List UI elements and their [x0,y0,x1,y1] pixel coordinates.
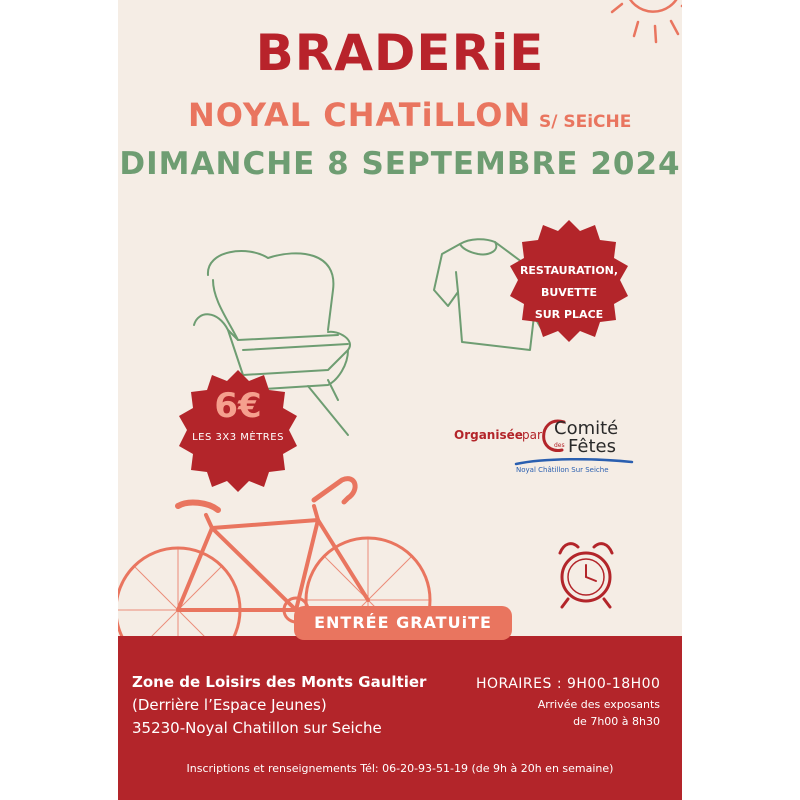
town-name: NOYAL CHATiLLON [188,96,532,134]
organised-par: par [522,428,542,442]
venue-name: Zone de Loisirs des Monts Gaultier [132,673,427,691]
exhibitors-arrival-2: de 7h00 à 8h30 [573,715,660,728]
price-detail: LES 3X3 MÈTRES [192,432,284,443]
restauration-badge [514,260,624,326]
restauration-line-2: BUVETTE [540,286,598,299]
event-date: DIMANCHE 8 SEPTEMBRE 2024 [119,146,681,182]
brand-line-2: Fêtes [568,436,616,457]
poster [118,0,682,800]
organised-label: Organisée [454,428,523,442]
contact-info: Inscriptions et renseignements Tél: 06-20-93-51-19 (de 9h à 20h en semaine) [186,762,614,775]
brand-sub: Noyal Châtillon Sur Seiche [516,466,609,474]
free-entry-label: ENTRÉE GRATUiTE [294,606,512,640]
price-value: 6€ [214,386,262,426]
brand-line-1: Comité [554,418,619,439]
poster-title: BRADERiE [255,24,545,82]
organiser [454,418,654,480]
brand-small: des [554,442,565,449]
restauration-line-3: SUR PLACE [534,308,604,321]
town-suffix: S/ SEiCHE [539,112,632,132]
exhibitors-arrival-1: Arrivée des exposants [537,698,660,711]
venue-address: 35230-Noyal Chatillon sur Seiche [132,719,382,737]
restauration-line-1: RESTAURATION, [519,264,619,277]
alarm-clock-icon [550,535,622,615]
venue-note: (Derrière l’Espace Jeunes) [132,696,327,714]
opening-hours: HORAIRES : 9H00-18H00 [476,676,661,692]
comite-logo-wave-icon [514,458,634,466]
